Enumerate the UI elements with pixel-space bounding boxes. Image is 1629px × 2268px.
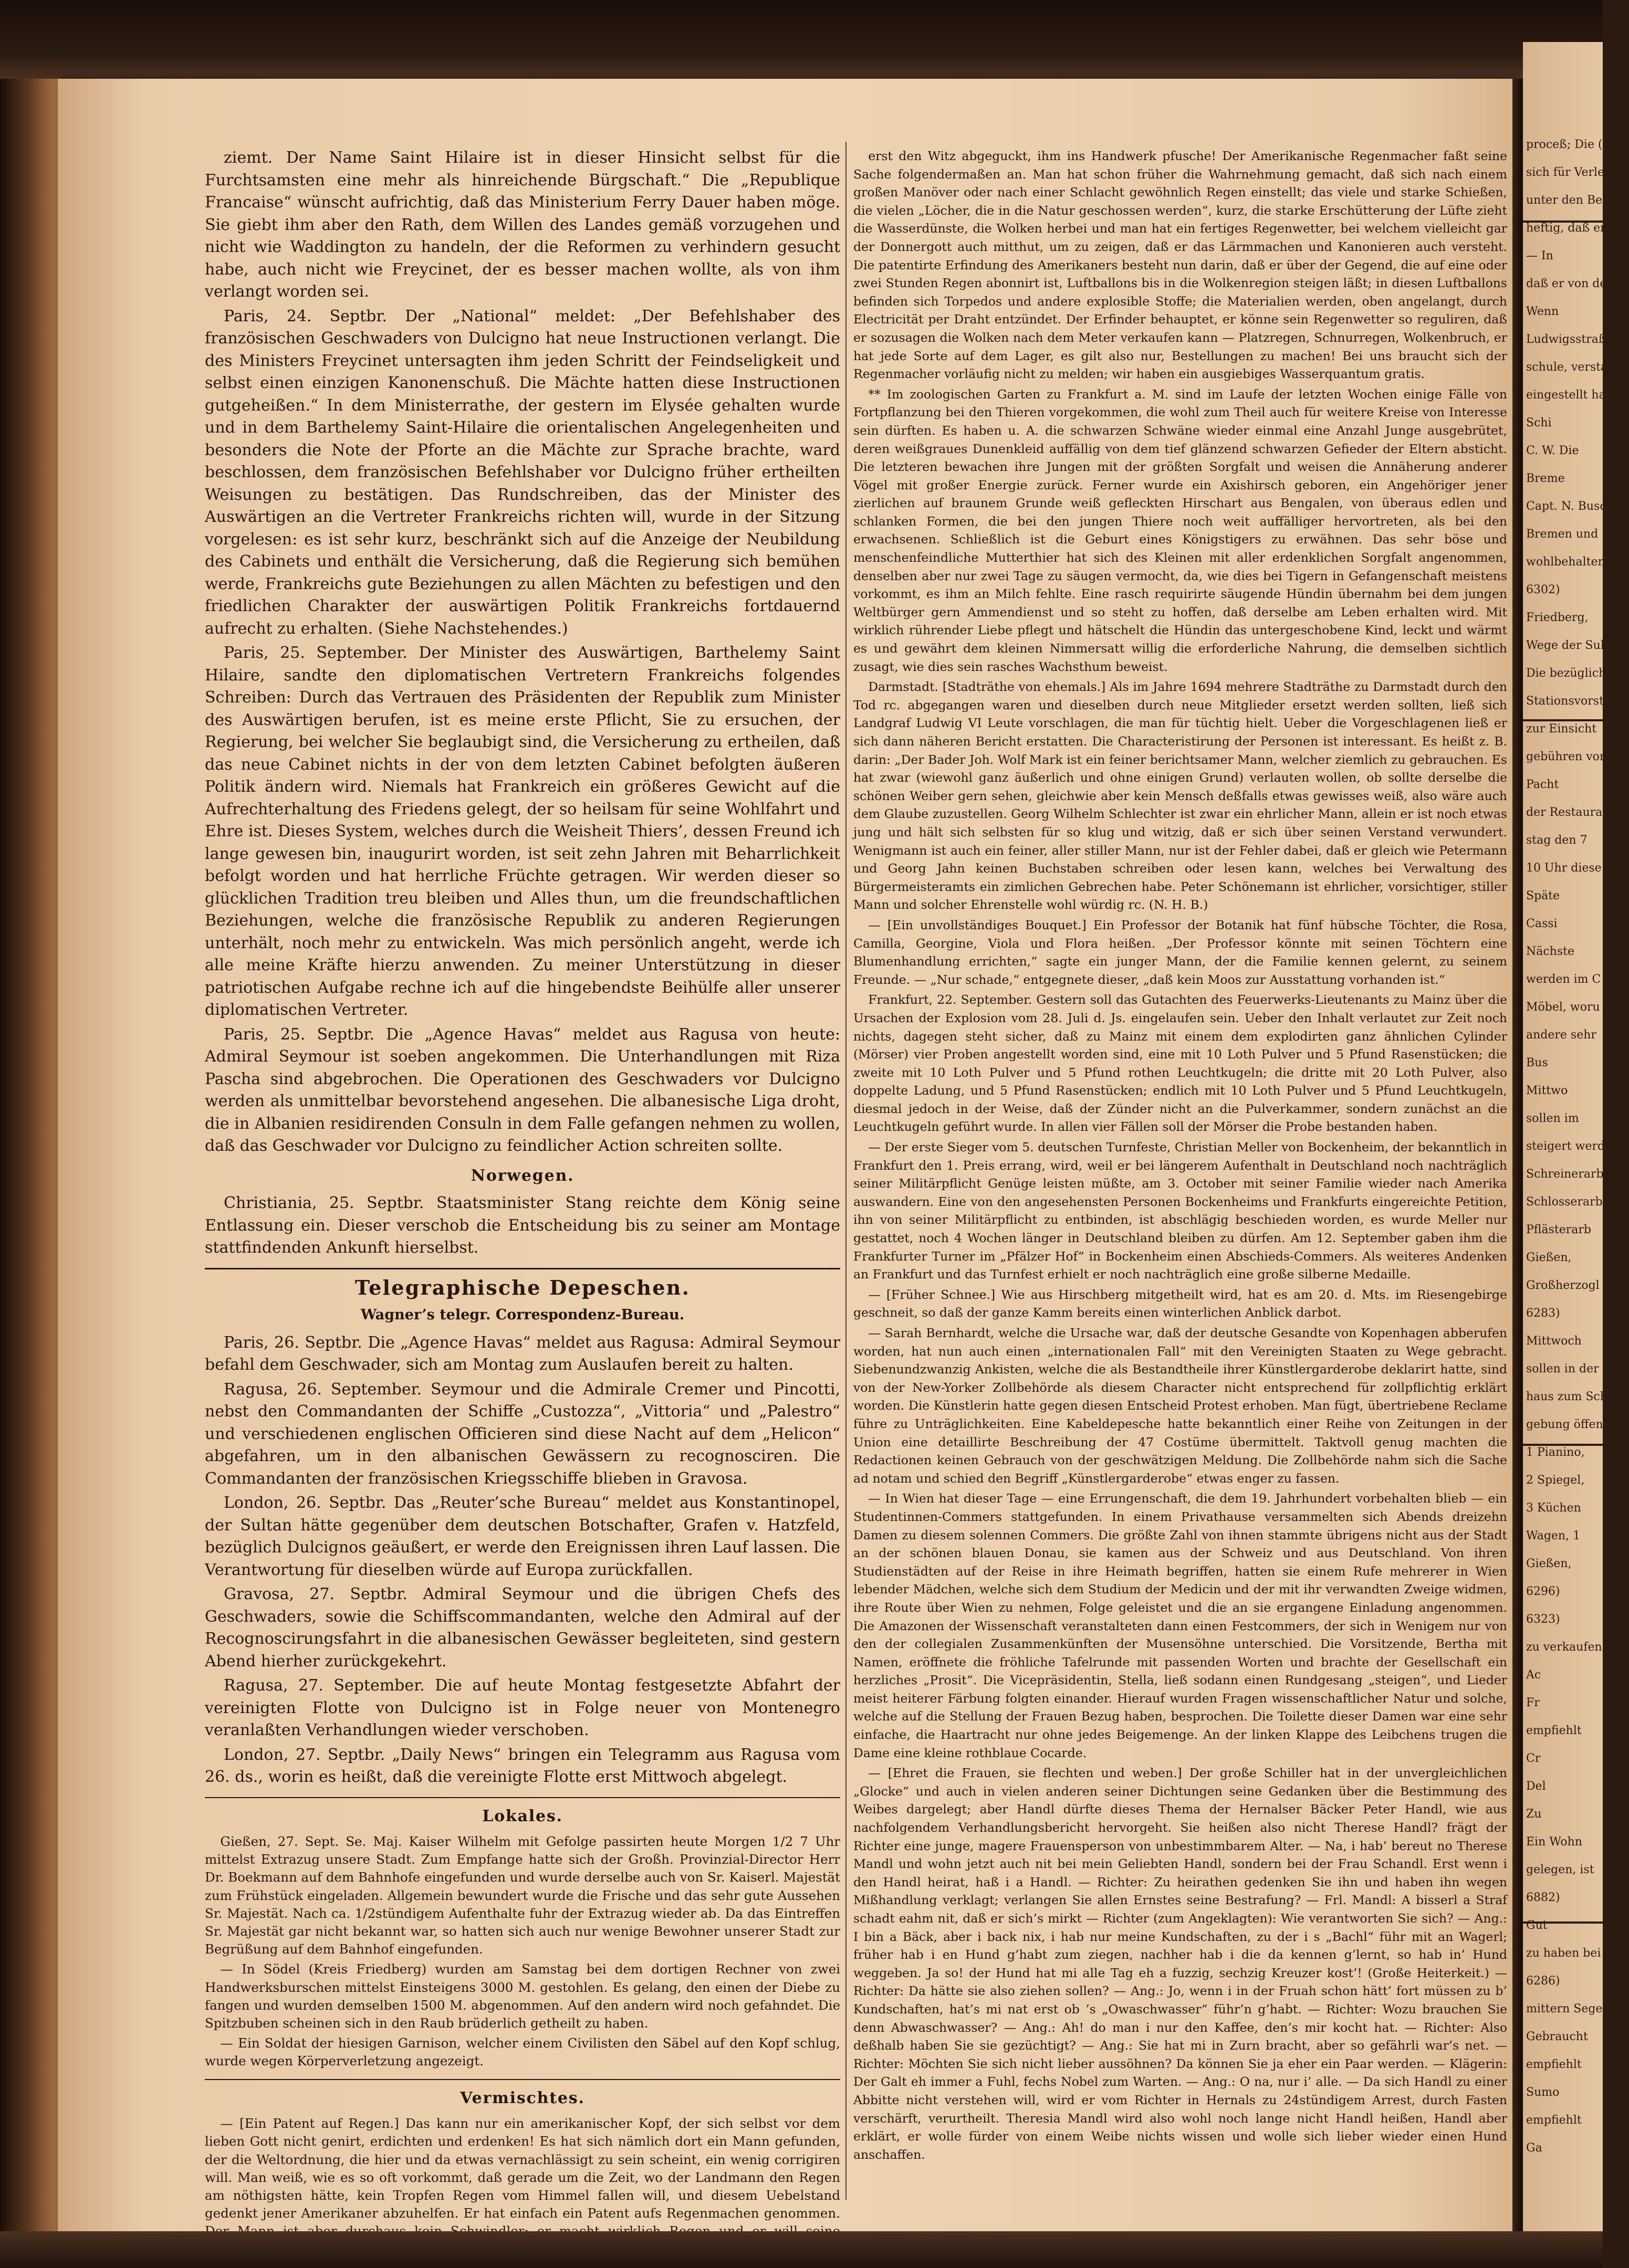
- next-page-fragment: daß er von der: [1526, 277, 1612, 290]
- next-page-fragment: schule, verstarb: [1526, 361, 1621, 374]
- next-page-fragment: Gießen,: [1526, 1557, 1572, 1570]
- next-page-fragment: 6302): [1526, 583, 1560, 596]
- miscellany-item: Darmstadt. [Stadträthe von ehemals.] Als im Jahre 1694 mehrere Stadträthe zu Darmstadt durch den Tod rc. abgegangen waren und dieselben durch neue Mitglieder ersetzt werden sollten, ließ sich Landgraf Ludwig VI Leute vorschlagen, die man für tüchtig hielt. Ueber die Vorgeschlagenen ließ er sich dann näheren Bericht erstatten. Die Characteristirung der Personen ist interessant. Es heißt z. B. darin: „Der Bader Joh. Wolf Mark ist ein feiner berichtsamer Mann, welcher ziemlich zu gebrauchen. Es hat zwar (wiewohl ganz äußerlich und ohne einigen Grund) verlauten wollen, ob sollte derselbe die schönen Weiber gern sehen, gleichwie aber kein Mensch deßfalls etwas gewisses weiß, also wäre auch dem Glaube zuzustellen. Georg Wilhelm Schlechter ist zwar ein ehrlicher Mann, allein er ist noch etwas jung und hält sich selbsten für so klug und witzig, daß er sich über seinen Verstand verwundert. Wenigmann ist auch ein feiner, aller stiller Mann, nur ist der Fehler dabei, daß er gleich wie Petermann und Georg Jahn keinen Buchstaben schreiben oder lesen kann, welches bei Verwaltung des Bürgermeisteramts ein zimlichen Gebrechen habe. Peter Schönemann ist ehrlicher, vorsichtiger, stiller Mann und solcher Ehrenstelle wohl würdig rc. (N. H. B.): [853, 679, 1507, 912]
- section-heading-norwegen: Norwegen.: [471, 1166, 575, 1185]
- left-column: [205, 147, 840, 2221]
- next-page-fragment: Wagen, 1: [1526, 1529, 1581, 1542]
- next-page-fragment: Pflästerarb: [1526, 1223, 1591, 1236]
- next-page-fragment: Zu: [1526, 1808, 1542, 1821]
- next-page-fragment: Bus: [1526, 1056, 1548, 1069]
- next-page-fragment: heftig, daß er fa: [1526, 222, 1621, 235]
- miscellany-item: Frankfurt, 22. September. Gestern soll das Gutachten des Feuerwerks-Lieutenants zu Mainz über die Ursachen der Explosion vom 28. Juli d. Js. eingelaufen sein. Ueber den Inhalt verlautet zur Zeit noch nichts, dagegen steht sicher, daß zu Mainz mit einem dem explodirten ganz ähnlichen Cylinder (Mörser) vier Proben angestellt worden sind, eine mit 10 Loth Pulver und 5 Pfund Rasenstücken; die zweite mit 10 Loth Pulver und 5 Pfund rothen Leuchtkugeln; die dritte mit 20 Loth Pulver, also doppelte Ladung, und 5 Pfund Rasenstücken; endlich mit 10 Loth Pulver und 5 Pfund Leuchtkugeln, diesmal jedoch in der Weise, daß der Zünder nicht an die Pulverkammer, sondern zunächst an die Leuchtkugeln geführt wurde. In allen vier Fällen soll der Mörser die Probe bestanden haben.: [853, 992, 1507, 1135]
- next-page-fragment: Breme: [1526, 472, 1565, 485]
- next-page-fragment: gebung öffentlich: [1526, 1418, 1629, 1431]
- article-paragraph: Paris, 24. Septbr. Der „National“ meldet: „Der Befehlshaber des französischen Geschwaders von Dulcigno hat neue Instructionen verlangt. Die des Ministers Freycinet untersagten ihm jeden Schritt der Feindseligkeit und selbst einen einzigen Kanonenschuß. Die Mächte hatten diese Instructionen gutgeheißen.“ In dem Ministerrathe, der gestern im Elysée gehalten wurde und in dem Barthelemy Saint-Hilaire die orientalischen Angelegenheiten und besonders die Note der Pforte an die Mächte zur Sprache brachte, ward beschlossen, dem französischen Befehlshaber vor Dulcigno früher ertheilten Weisungen zu bestätigen. Das Rundschreiben, das der Minister des Auswärtigen an die Vertreter Frankreichs richten will, wurde in der Sitzung vorgelesen: es ist sehr kurz, beschränkt sich auf die Anzeige der Neubildung des Cabinets und enthält die Versicherung, daß die Regierung sich bemühen werde, Frankreichs gute Beziehungen zu allen Mächten zu befestigen und den friedlichen Charakter der auswärtigen Politik Frankreichs fortdauernd aufrecht zu erhalten. (Siehe Nachstehendes.): [205, 307, 840, 638]
- section-heading-telegraph: Telegraphische Depeschen.: [354, 1275, 691, 1299]
- next-page-fragment: Nächste: [1526, 945, 1575, 958]
- local-news-item: — Ein Soldat der hiesigen Garnison, welcher einem Civilisten den Säbel auf den Kopf schlug, wurde wegen Körperverletzung angezeigt.: [205, 2035, 840, 2069]
- telegraph-item: Ragusa, 27. September. Die auf heute Montag festgesetzte Abfahrt der vereinigten Flotte von Dulcigno ist in Folge neuer von Montenegro veranlaßten Verhandlungen wieder verschoben.: [205, 1676, 840, 1739]
- next-page-fragment: Schi: [1526, 416, 1552, 429]
- next-page-fragment: eingestellt habe: [1526, 388, 1620, 402]
- miscellany-item: — [Früher Schnee.] Wie aus Hirschberg mitgetheilt wird, hat es am 20. d. Mts. im Riesengebirge geschneit, so daß der ganze Kamm bereits einen winterlichen Anblick darbot.: [853, 1287, 1507, 1320]
- telegraph-item: Gravosa, 27. Septbr. Admiral Seymour und die übrigen Chefs des Geschwaders, sowie die Schiffscommandanten, welche den Admiral auf der Recognoscirungsfahrt in die albanesischen Gewässer begleiteten, sind gestern Abend hierher zurückgekehrt.: [205, 1585, 840, 1671]
- telegraph-subheading: Wagner’s telegr. Correspondenz-Bureau.: [360, 1307, 685, 1323]
- next-page-fragment: werden im C: [1526, 973, 1601, 986]
- book-spine-edge: [0, 0, 63, 2268]
- next-page-fragment: Schlosserarb: [1526, 1195, 1603, 1209]
- next-page-fragment: C. W. Die: [1526, 444, 1579, 457]
- miscellany-item: — [Ehret die Frauen, sie flechten und weben.] Der große Schiller hat in der unvergleichlichen „Glocke“ und auch in vielen anderen seiner Dichtungen seine Gedanken über die Bestimmung des Weibes dargelegt; aber Handl dürfte dieses Thema der Hernalser Bäcker Peter Handl, wie aus nachfolgendem Verhandlungsbericht hervorgeht. Sie heißen also nicht Therese Handl? frägt der Richter eine junge, magere Frauensperson von unbestimmbarem Alter. — Na, i hab’ bereut no Therese Mandl und wohn jetzt auch nit bei mein Geliebten Handl, sondern bei der Frau Schandl. Erst wenn i den Handl heirat, haß i a Handl. — Richter: Zu heirathen gedenken Sie ihn und haben ihn wegen Mißhandlung verklagt; verlangen Sie allen Ernstes seine Bestrafung? — Frl. Mandl: A bisserl a Straf schadt eahm nit, daß er sich’s mirkt — Richter (zum Angeklagten): Wie verantworten Sie sich? — Ang.: I bin a Bäck, aber i back nix, i hab nur meine Kundschaften, zu der i s „Bachl“ führ mit an Wagerl; früher hab i en Hund g’habt zum ziegen, nachher hab i die da kennen g’lernt, so hab in’ Hund weggeben. Ja so! der Hund hat mi alle Tag eh a fuzzig, sechzig Kreuzer kost’! (Große Heiterkeit.) — Richter: Da hätte sie also ziehen sollen? — Ang.: Jo, wenn i in der Fruah schon hätt’ fort müssen zu b’ Kundschaften, hat’s mi nat erst ob ’s „Owaschwasser“ führ’n g’habt. — Richter: Wozu brauchen Sie denn Abwaschwasser? — Ang.: Ah! do man i nur den Kaffee, den’s mir kocht hat. — Richter: Also deßhalb haben Sie sie gezüchtigt? — Ang.: Sie hat mi in Zurn bracht, aber so gefährli war’s net. — Richter: Möchten Sie sich nicht lieber aussöhnen? Da können Sie ja eher ein Paar werden. — Klägerin: Der Galt eh immer a Fuhl, fechs Nobel zum Warten. — Ang.: O na, nur i’ alle. — Da sich Handl zu einer Abbitte nicht verstehen will, wird er vom Richter in Hernals zu 24stündigem Arrest, durch Fasten verschärft, verurtheilt. Theresia Mandl wird also wohl noch lange nicht Handl heißen, Handl aber erklärt, er wolle fürder von einem Weibe nichts wissen und wolle sich lieber wieder einen Hund anschaffen.: [853, 1766, 1507, 2162]
- next-page-fragment: 6323): [1526, 1613, 1560, 1626]
- next-page-fragment: sollen im: [1526, 1112, 1579, 1125]
- next-page-fragment: Die bezüglich: [1526, 667, 1606, 680]
- next-page-fragment: der Restaurat: [1526, 806, 1607, 819]
- next-page-fragment: Wenn: [1526, 305, 1559, 318]
- next-page-fragment: Ludwigsstraße: [1526, 333, 1613, 346]
- local-news-item: Gießen, 27. Sept. Se. Maj. Kaiser Wilhelm mit Gefolge passirten heute Morgen 1/2 7 Uhr mittelst Extrazug unsere Stadt. Zum Empfange hatte sich der Großh. Provinzial-Director Herr Dr. Boekmann auf dem Bahnhofe eingefunden und wurde derselbe auch von Sr. Kaiserl. Majestät zum Frühstück eingeladen. Allgemein bewundert wurde die Frische und das sehr gute Aussehen Sr. Majestät. Nach ca. 1/2stündigem Aufenthalte fuhr der Extrazug wieder ab. Da das Eintreffen Sr. Majestät gar nicht bekannt war, so hatten sich auch nur wenige Bewohner unserer Stadt zur Begrüßung auf dem Bahnhof eingefunden.: [205, 1834, 840, 1957]
- telegraph-item: Ragusa, 26. September. Seymour und die Admirale Cremer und Pincotti, nebst den Commandanten der Schiffe „Custozza“, „Vittoria“ und „Palestro“ und verschiedenen englischen Officieren sind diese Nacht auf dem „Helicon“ abgefahren, um in den albanischen Gewässern zu recognosciren. Die Commandanten der französischen Kriegsschiffe blieben in Gravosa.: [205, 1380, 840, 1488]
- next-page-fragment: mittern Segel: [1526, 2002, 1606, 2015]
- next-page-fragment: sollen in der: [1526, 1362, 1599, 1376]
- miscellany-item: — [Ein unvollständiges Bouquet.] Ein Professor der Botanik hat fünf hübsche Töchter, die Rosa, Camilla, Georgine, Viola und Flora heißen. „Der Professor könnte mit seinen Töchtern eine Blumenhandlung errichten,“ sagte ein junger Mann, der die Familie kennen gelernt, zu seinem Freunde. — „Nur schade,“ entgegnete dieser, „daß kein Moos zur Ausstattung vorhanden ist.“: [853, 917, 1507, 987]
- next-page-fragment: Späte: [1526, 889, 1560, 902]
- section-rule: [205, 1797, 840, 1798]
- next-page-fragment: Pacht: [1526, 778, 1559, 791]
- telegraph-item: Paris, 26. Septbr. Die „Agence Havas“ meldet aus Ragusa: Admiral Seymour befahl dem Geschwader, sich am Montag zum Auslaufen bereit zu halten.: [205, 1333, 840, 1374]
- next-page-fragment: unter den Bestim: [1526, 194, 1628, 207]
- article-paragraph: Christiania, 25. Septbr. Staatsminister Stang reichte dem König seine Entlassung ein. Dieser verschob die Entscheidung bis zu seiner am Montage stattfindenden Ankunft hierselbst.: [205, 1194, 840, 1257]
- next-page-fragment: Mittwo: [1526, 1084, 1568, 1097]
- miscellany-item: ** Im zoologischen Garten zu Frankfurt a. M. sind im Laufe der letzten Wochen einige Fälle von Fortpflanzung bei den Thieren vorgekommen, die wohl zum Theil auch für weitere Kreise von Interesse sein dürften. Es haben u. A. die schwarzen Schwäne wieder einmal eine Anzahl Junge ausgebrütet, deren weißgraues Dunenkleid auffällig von dem tief glänzend schwarzen Gefieder der Eltern absticht. Die letzteren bewachen ihre Jungen mit der größten Sorgfalt und weisen die Annäherung anderer Vögel mit großer Energie zurück. Ferner wurde ein Axishirsch geboren, ein Angehöriger jener zierlichen auf braunem Grunde weiß gefleckten Hirschart aus Bengalen, von überaus edlen und schlanken Formen, die bei den jungen Thiere noch weit auffälliger hervortreten, als bei den erwachsenen. Schließlich ist die Geburt eines Königstigers zu erwähnen. Das sehr böse und menschenfeindliche Mutterthier hat sich des Kleinen mit aller erdenklichen Sorgfalt angenommen, denselben aber nur zwei Tage zu säugen vermocht, da, wie dies bei Tigern in Gefangenschaft meistens vorkommt, es ihm an Milch fehlte. Eine rasch requirirte säugende Hündin übernahm bei dem jungen Weltbürger gern Ammendienst und so steht zu hoffen, daß derselbe am Leben erhalten wird. Mit wirklich rührender Liebe pflegt und hätschelt die Hündin das untergeschobene Kind, leckt und wärmt es und gewährt dem kleinen Nimmersatt willig die erforderliche Nahrung, die demselben sichtlich zusagt, wie dies sein rasches Wachsthum beweist.: [853, 386, 1507, 674]
- next-page-fragment: 2 Spiegel,: [1526, 1474, 1585, 1487]
- next-page-fragment: Mittwoch: [1526, 1335, 1582, 1348]
- section-heading-lokales: Lokales.: [482, 1807, 563, 1825]
- next-page-fragment: empfiehlt: [1526, 2114, 1582, 2127]
- article-paragraph: Paris, 25. Septbr. Die „Agence Havas“ meldet aus Ragusa von heute: Admiral Seymour ist soeben angekommen. Die Unterhandlungen mit Riza Pascha sind abgebrochen. Die Operationen des Geschwaders vor Dulcigno werden als unmittelbar bevorstehend angesehen. Die albanesische Liga droht, die in Albanien residirenden Consuln in dem Falle gefangen nehmen zu wollen, daß das Geschwader vor Dulcigno zu feindlicher Action schreiten sollte.: [205, 1025, 840, 1155]
- next-page-fragment: empfiehlt: [1526, 1724, 1582, 1737]
- scan-bottom-background: [0, 2231, 1603, 2268]
- next-page-fragment: Capt. N. Busch: [1526, 500, 1614, 513]
- next-page-fragment: gebühren vor: [1526, 750, 1605, 763]
- article-paragraph: ziemt. Der Name Saint Hilaire ist in dieser Hinsicht selbst für die Furchtsamsten eine mehr als hinreichende Bürgschaft.“ Die „Republique Francaise“ wünscht aufrichtig, daß das Ministerium Ferry Dauer haben möge. Sie giebt ihm aber den Rath, dem Willen des Landes gemäß vorzugehen und nicht wie Waddington zu handeln, der die Reformen zu verhindern gesucht habe, auch nicht wie Freycinet, der es besser machen wollte, als von ihm verlangt worden sei.: [205, 149, 840, 301]
- section-rule: [205, 1268, 840, 1269]
- telegraph-item: London, 26. Septbr. Das „Reuter’sche Bureau“ meldet aus Konstantinopel, der Sultan hätte gegenüber dem deutschen Botschafter, Grafen v. Hatzfeld, bezüglich Dulcignos geäußert, er werde den Ereignissen ihren Lauf lassen. Die Verantwortung für dieselben würde auf Europa zurückfallen.: [205, 1494, 840, 1579]
- next-page-fragment: Ac: [1526, 1668, 1541, 1682]
- next-page-fragment: Großherzogl: [1526, 1279, 1600, 1292]
- column-divider: [845, 142, 847, 2200]
- next-page-fragment: 6882): [1526, 1891, 1560, 1904]
- next-page-fragment: Gut: [1526, 1919, 1548, 1932]
- next-page-fragment: Gießen,: [1526, 1251, 1572, 1264]
- next-page-fragment: Fr: [1526, 1696, 1540, 1709]
- section-heading-vermischtes: Vermischtes.: [460, 2088, 585, 2107]
- next-page-fragment: 6286): [1526, 1975, 1560, 1988]
- next-page-fragment: sich für Verleih: [1526, 166, 1616, 179]
- next-page-fragment: Cr: [1526, 1752, 1541, 1765]
- next-page-fragment: 3 Küchen: [1526, 1502, 1581, 1515]
- next-page-fragment: Friedberg,: [1526, 611, 1589, 624]
- next-page-fragment: Stationsvorsteh: [1526, 695, 1618, 708]
- next-page-fragment: Wege der Sub: [1526, 639, 1608, 652]
- miscellany-item: — Sarah Bernhardt, welche die Ursache war, daß der deutsche Gesandte von Kopenhagen abberufen worden, hat nun auch einen „internationalen Fall“ mit den Vereinigten Staaten zu Wege gebracht. Siebenundzwanzig Ankisten, welche die als Bestandtheile ihrer Künstlergarderobe deklarirt hatte, sind von der New-Yorker Zollbehörde als diesem Character nicht entsprechend für zollpflichtig erklärt worden. Die Künstlerin hatte gegen diesen Entscheid Protest erhoben. Man fügt, übertriebene Reclame führe zu Unträglichkeiten. Eine Kabeldepesche hatte bekanntlich einer Reihe von Zeitungen in der Union eine detaillirte Beschreibung der 47 Costüme übermittelt. Taktvoll genug machten die Redactionen keinen Gebrauch von der geschwätzigen Meldung. Die Zollbehörde nahm sich die Sache ad notam und schied den Begriff „Künstlergarderobe“ etwas enger zu fassen.: [853, 1326, 1507, 1486]
- scan-top-background: [0, 0, 1603, 79]
- next-page-fragment: andere sehr: [1526, 1028, 1596, 1042]
- right-column: [853, 147, 1507, 2162]
- next-page-fragment: 6283): [1526, 1307, 1560, 1320]
- next-page-fragment: stag den 7: [1526, 834, 1588, 847]
- next-page-fragment: Del: [1526, 1780, 1546, 1793]
- next-page-fragment: 1 Pianino,: [1526, 1446, 1585, 1459]
- article-paragraph: Paris, 25. September. Der Minister des Auswärtigen, Barthelemy Saint Hilaire, sandte den diplomatischen Vertretern Frankreichs folgendes Schreiben: Durch das Vertrauen des Präsidenten der Republik zum Minister des Auswärtigen berufen, ist es meine erste Pflicht, Sie zu ersuchen, der Regierung, bei welcher Sie beglaubigt sind, die Versicherung zu ertheilen, daß das neue Cabinet nichts in der von dem letzten Cabinet befolgten äußeren Politik ändern wird. Niemals hat Frankreich ein größeres Gewicht auf die Aufrechterhaltung des Friedens gelegt, der so heilsam für seine Wohlfahrt und Ehre ist. Dieses System, welches durch die Weisheit Thiers’, dessen Freund ich lange gewesen bin, inaugurirt worden, ist seit zehn Jahren mit Beharrlichkeit befolgt worden und hat herrliche Früchte getragen. Wir werden dieser so glücklichen Tradition treu bleiben und Alles thun, um die freundschaftlichen Beziehungen, welche die französische Republik zu anderen Regierungen unterhält, noch mehr zu entwickeln. Was mich persönlich angeht, werde ich alle meine Kräfte hierzu anwenden. Zu meiner Unterstützung in dieser patriotischen Aufgabe rechne ich auf die hingebendste Beihülfe aller unserer diplomatischen Vertreter.: [205, 644, 840, 1019]
- next-page-fragment: Möbel, woru: [1526, 1001, 1600, 1014]
- next-page-fragment: 10 Uhr diese: [1526, 862, 1602, 875]
- next-page-fragment: zu verkaufen: [1526, 1641, 1602, 1654]
- next-page-fragment: zu haben bei: [1526, 1947, 1601, 1960]
- next-page-fragment: Schreinerarb: [1526, 1168, 1604, 1181]
- next-page-edge: [1523, 42, 1629, 2231]
- next-page-fragment: Bremen und: [1526, 528, 1599, 541]
- miscellany-item: — [Ein Patent auf Regen.] Das kann nur ein amerikanischer Kopf, der sich selbst vor dem lieben Gott nicht genirt, erdichten und erdenken! Es hat sich nämlich dort ein Mann gefunden, der die Weltordnung, die hier und da etwas vernachlässigt zu sein scheint, ein wenig corrigiren will. Man weiß, wie es so oft vorkommt, daß gerade um die Zeit, wo der Landmann den Regen am nöthigsten hätte, kein Tropfen Regen vom Himmel fallen will, und diesem Uebelstand gedenkt jener Amerikaner abzuhelfen. Er hat einfach ein Patent aufs Regenmachen genommen.: [205, 2116, 840, 2221]
- page-gutter: [1512, 79, 1523, 2236]
- next-page-fragment: 6296): [1526, 1585, 1560, 1598]
- next-page-fragment: Ga: [1526, 2141, 1542, 2155]
- miscellany-item: — In Wien hat dieser Tage — eine Errungenschaft, die dem 19. Jahrhundert vorbehalten blieb — ein Studentinnen-Commers stattgefunden. In einem Privathause versammelten sich Abends dreizehn Damen zu diesem solennen Commers. Die größte Zahl von ihnen stammte übrigens nicht aus der Stadt an der schönen blauen Donau, sie kamen aus der Schweiz und aus Deutschland. Von ihren Studienstädten auf der Reise in ihre Heimath begriffen, hatten sie einem Rufe mehrerer in Wien lebender Mädchen, welche sich dem Studium der Medicin und der mit ihr verwandten Zweige widmen, ihre Route über Wien zu nehmen, Folge geleistet und die an sie ergangene Einladung angenommen. Die Amazonen der Wissenschaft veranstalteten dann einen Festcommers, der sich in Wenigem nur von den der collegialen Zusammenkünften der Musensöhne unterschied. Die Vorsitzende, Bertha mit Namen, eröffnete die fröhliche Tafelrunde mit passenden Worten und brachte der Gesellschaft ein herzliches „Prosit“. Die Vicepräsidentin, Stella, ließ sodann einen Rundgesang „steigen“, und Lieder meist heiterer Färbung folgten einander. Hierauf wurden Fragen wissenschaftlicher Natur und solche, welche auf die Stellung der Frauen Bezug haben, besprochen. Die Toilette dieser Damen war eine sehr einfache, die Haartracht nur ohne jedes Beigemenge. An der linken Klappe des Leibchens trugen die Dame eine kleine rothblaue Cocarde.: [853, 1491, 1507, 1760]
- section-rule: [205, 2079, 840, 2080]
- next-page-fragment: wohlbehalten: [1526, 555, 1605, 569]
- local-news-item: — In Södel (Kreis Friedberg) wurden am Samstag bei dem dortigen Rechner von zwei Handwerksburschen mittelst Einsteigens 3000 M. gestohlen. Es gelang, den einen der Diebe zu fangen und wurden demselben 1500 M. abgenommen. Auf den andern wird noch gefahndet. Die Spitzbuben scheinen sich in den Raub brüderlich getheilt zu haben.: [205, 1961, 840, 2031]
- next-page-fragment: proceß; Die („Gi: [1526, 138, 1622, 151]
- telegraph-item: London, 27. Septbr. „Daily News“ bringen ein Telegramm aus Ragusa vom 26. ds., worin es heißt, daß die vereinigte Flotte erst Mittwoch abgelegt.: [205, 1745, 840, 1786]
- next-page-fragment: Gebraucht: [1526, 2030, 1588, 2043]
- next-page-fragment: Ein Wohn: [1526, 1835, 1582, 1849]
- next-page-fragment: zur Einsicht: [1526, 722, 1597, 736]
- next-page-fragment: empfiehlt: [1526, 2058, 1582, 2071]
- next-page-fragment: Sumo: [1526, 2086, 1560, 2099]
- next-page-fragment: — In: [1526, 249, 1553, 262]
- miscellany-item: erst den Witz abgeguckt, ihm ins Handwerk pfusche! Der Amerikanische Regenmacher faßt seine Sache folgendermaßen an. Man hat schon früher die Wahrnehmung gemacht, daß sich nach einem großen Manöver oder nach einer Schlacht gewöhnlich Regen einstellt; das viele und starke Schießen, die vielen „Löcher, die in die Natur geschossen werden“, kurz, die starke Erschütterung der Lüfte zieht die Wasserdünste, die Wolken herbei und man hat ein fertiges Regenwetter, bei welchem vielleicht gar der Donnergott auch mitthut, um zu zeigen, daß er das Lärmmachen und Kanonieren auch versteht. Die patentirte Erfindung des Amerikaners besteht nun darin, daß er über der Gegend, die auf eine oder zwei Stunden Regen abonnirt ist, Luftballons bis in die Wolkenregion steigen läßt; in diesen Luftballons befinden sich Torpedos und andere explosible Stoffe; die Materialien werden, oben angelangt, durch Electricität per Draht entzündet. Der Erfinder behauptet, er könne sein Regenwetter so reguliren, daß er sozusagen die Wolken nach dem Meter verkaufen kann — Platzregen, Schnurregen, Wolkenbruch, er hat jede Sorte auf dem Lager, es gilt also nur, Bestellungen zu machen! Bei uns braucht sich der Regenmacher vorläufig nicht zu melden; wir haben ein ausgiebiges Wasserquantum gratis.: [853, 149, 1507, 382]
- next-page-fragment: gelegen, ist: [1526, 1863, 1594, 1876]
- miscellany-item: — Der erste Sieger vom 5. deutschen Turnfeste, Christian Meller von Bockenheim, der bekanntlich in Frankfurt den 1. Preis errang, wird, weil er bei längerem Aufenthalt in Deutschland noch nachträglich seiner Militärpflicht Genüge leisten müßte, am 3. October mit seiner Familie wieder nach Amerika auswandern. Eine von den angesehensten Personen Bockenheims und Frankfurts eingereichte Petition, ihn von seiner Militärpflicht zu entbinden, ist abschlägig beschieden worden, es wurde Meller nur gestattet, noch 4 Wochen länger in Deutschland bleiben zu dürfen. Am 12. September gaben ihm die Frankfurter Turner im „Pfälzer Hof“ in Bockenheim einen Abschieds-Commers. Als weiteres Andenken an Frankfurt und das Turnfest erhielt er noch nachträglich eine große silberne Medaille.: [853, 1140, 1507, 1282]
- next-page-fragment: haus zum Sch: [1526, 1390, 1607, 1403]
- next-page-fragment: Cassi: [1526, 917, 1558, 930]
- next-page-fragment: steigert werden: [1526, 1140, 1620, 1153]
